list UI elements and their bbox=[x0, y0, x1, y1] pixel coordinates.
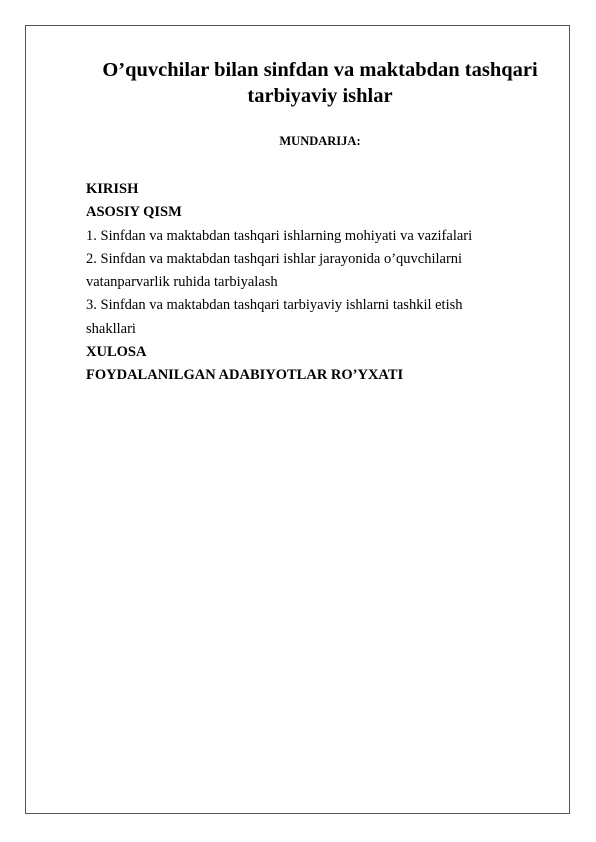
toc-intro: KIRISH bbox=[86, 181, 139, 197]
table-of-contents bbox=[86, 178, 556, 388]
document-title bbox=[60, 57, 580, 109]
title-line-2: tarbiyaviy ishlar bbox=[247, 85, 393, 107]
contents-heading: MUNDARIJA: bbox=[279, 134, 361, 148]
toc-references: FOYDALANILGAN ADABIYOTLAR RO’YXATI bbox=[86, 367, 404, 384]
toc-main-part: ASOSIY QISM bbox=[86, 204, 182, 221]
toc-conclusion: XULOSA bbox=[86, 344, 147, 361]
toc-item-2-line-2: vatanparvarlik ruhida tarbiyalash bbox=[86, 274, 278, 291]
toc-item-2-line-1: 2. Sinfdan va maktabdan tashqari ishlar jarayonida o’quvchilarni bbox=[86, 250, 463, 267]
toc-item-3-line-1: 3. Sinfdan va maktabdan tashqari tarbiyaviy ishlarni tashkil etish bbox=[86, 297, 463, 314]
title-line-1: O’quvchilar bilan sinfdan va maktabdan tashqari bbox=[102, 59, 538, 81]
toc-item-3-line-2: shakllari bbox=[86, 320, 136, 337]
toc-item-1: 1. Sinfdan va maktabdan tashqari ishlarning mohiyati va vazifalari bbox=[86, 227, 473, 244]
